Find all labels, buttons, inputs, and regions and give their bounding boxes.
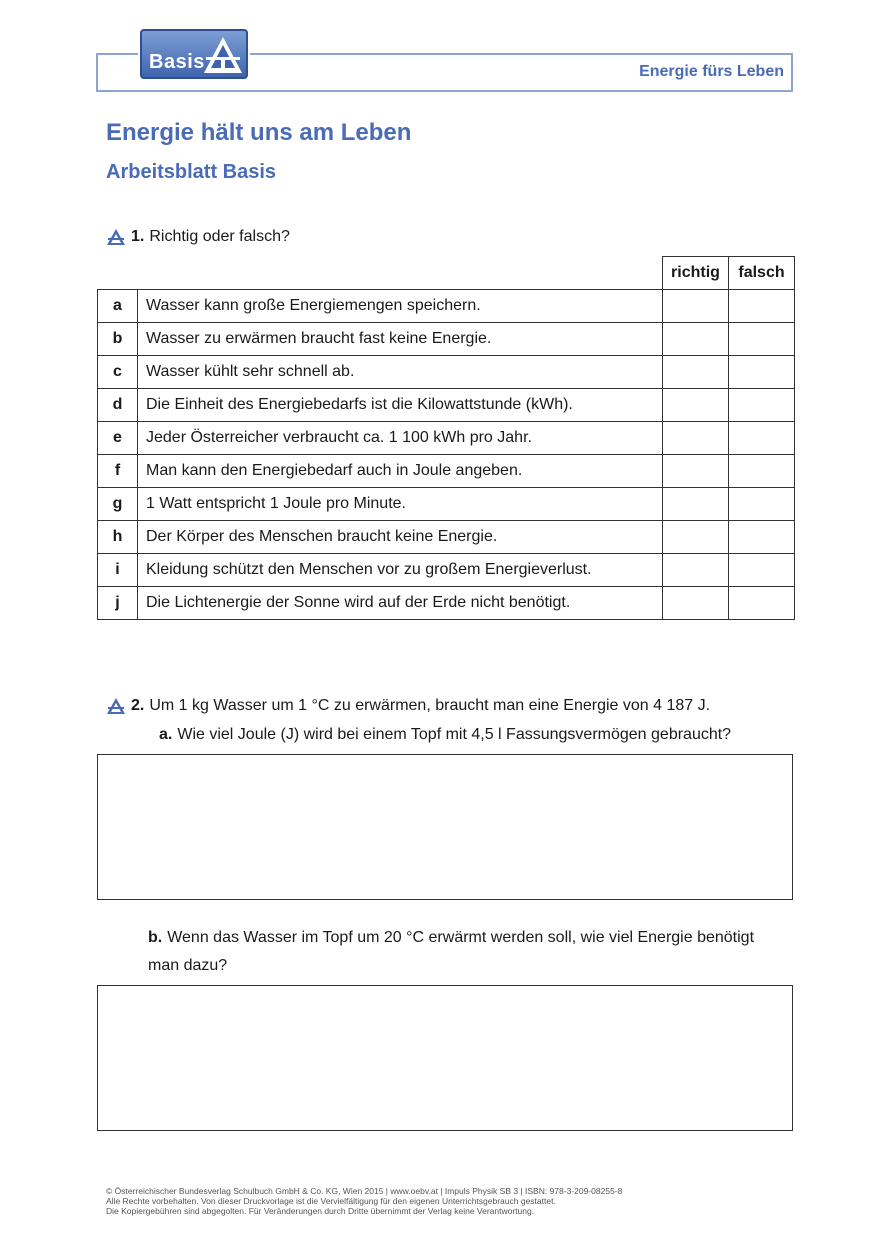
header-subject-title: Energie fürs Leben [639, 63, 784, 80]
question-2a-text: Wie viel Joule (J) wird bei einem Topf mit 4,5 l Fassungsvermögen gebraucht? [177, 726, 732, 743]
table-row [98, 554, 795, 587]
true-checkbox-cell[interactable] [663, 389, 729, 422]
table-row [98, 455, 795, 488]
row-letter: b [98, 323, 138, 356]
footer-line: Die Kopiergebühren sind abgegolten. Für Veränderungen durch Dritte übernimmt der Verlag keine Verantwortung. [106, 1206, 535, 1216]
basis-logo [140, 29, 248, 79]
true-checkbox-cell[interactable] [663, 422, 729, 455]
table-row [98, 587, 795, 620]
row-letter: i [98, 554, 138, 587]
false-checkbox-cell[interactable] [729, 554, 795, 587]
table-row [98, 323, 795, 356]
table-row [98, 422, 795, 455]
true-checkbox-cell[interactable] [663, 455, 729, 488]
table-row [98, 356, 795, 389]
question-2b-text-line1: Wenn das Wasser im Topf um 20 °C erwärmt werden soll, wie viel Energie benötigt [167, 929, 755, 946]
row-statement: Wasser zu erwärmen braucht fast keine Energie. [138, 323, 663, 356]
row-statement: Der Körper des Menschen braucht keine Energie. [138, 521, 663, 554]
page-title: Energie hält uns am Leben [106, 119, 412, 146]
table-header-row [98, 257, 795, 290]
row-statement: Wasser kann große Energiemengen speichern. [138, 290, 663, 323]
true-checkbox-cell[interactable] [663, 554, 729, 587]
false-checkbox-cell[interactable] [729, 422, 795, 455]
footer-line: Alle Rechte vorbehalten. Von dieser Druckvorlage ist die Vervielfältigung für den eigenen Unterrichtsgebrauch gestattet. [106, 1196, 556, 1206]
table-row [98, 488, 795, 521]
true-checkbox-cell[interactable] [663, 323, 729, 356]
row-letter: d [98, 389, 138, 422]
row-letter: e [98, 422, 138, 455]
row-statement: 1 Watt entspricht 1 Joule pro Minute. [138, 488, 663, 521]
true-checkbox-cell[interactable] [663, 587, 729, 620]
footer-copyright [106, 1186, 622, 1216]
true-checkbox-cell[interactable] [663, 521, 729, 554]
table-row [98, 389, 795, 422]
true-checkbox-cell[interactable] [663, 290, 729, 323]
true-checkbox-cell[interactable] [663, 356, 729, 389]
question-2b-label: b. [148, 929, 163, 946]
question-1-heading [106, 228, 290, 246]
page-subtitle: Arbeitsblatt Basis [106, 161, 277, 183]
triangle-logo-icon [202, 35, 244, 75]
false-checkbox-cell[interactable] [729, 389, 795, 422]
false-checkbox-cell[interactable] [729, 488, 795, 521]
question-1-number: 1. [131, 228, 145, 245]
basis-level-icon [106, 228, 126, 246]
row-statement: Jeder Österreicher verbraucht ca. 1 100 kWh pro Jahr. [138, 422, 663, 455]
column-header-false: falsch [729, 257, 795, 290]
logo-text: Basis [149, 51, 205, 73]
false-checkbox-cell[interactable] [729, 290, 795, 323]
row-letter: a [98, 290, 138, 323]
question-2-number: 2. [131, 697, 145, 714]
answer-box-2a[interactable] [97, 754, 793, 900]
basis-level-icon [106, 697, 126, 715]
false-checkbox-cell[interactable] [729, 455, 795, 488]
row-letter: f [98, 455, 138, 488]
row-statement: Man kann den Energiebedarf auch in Joule angeben. [138, 455, 663, 488]
question-2a [159, 726, 731, 744]
question-2b [148, 929, 754, 947]
row-statement: Kleidung schützt den Menschen vor zu großem Energieverlust. [138, 554, 663, 587]
false-checkbox-cell[interactable] [729, 323, 795, 356]
row-statement: Die Lichtenergie der Sonne wird auf der Erde nicht benötigt. [138, 587, 663, 620]
question-2b-continued [148, 957, 227, 975]
answer-box-2b[interactable] [97, 985, 793, 1131]
footer-line: © Österreichischer Bundesverlag Schulbuch GmbH & Co. KG, Wien 2015 | www.oebv.at | Impuls Physik SB 3 | ISBN: 978-3-209-08255-8 [106, 1186, 623, 1196]
row-letter: g [98, 488, 138, 521]
question-2b-text-line2: man dazu? [148, 957, 228, 974]
question-2-heading [106, 697, 710, 715]
row-letter: c [98, 356, 138, 389]
false-checkbox-cell[interactable] [729, 587, 795, 620]
table-row [98, 521, 795, 554]
table-row [98, 290, 795, 323]
true-checkbox-cell[interactable] [663, 488, 729, 521]
row-statement: Die Einheit des Energiebedarfs ist die Kilowattstunde (kWh). [138, 389, 663, 422]
row-statement: Wasser kühlt sehr schnell ab. [138, 356, 663, 389]
false-checkbox-cell[interactable] [729, 356, 795, 389]
false-checkbox-cell[interactable] [729, 521, 795, 554]
row-letter: j [98, 587, 138, 620]
question-1-text: Richtig oder falsch? [149, 228, 290, 245]
row-letter: h [98, 521, 138, 554]
question-2-text: Um 1 kg Wasser um 1 °C zu erwärmen, braucht man eine Energie von 4 187 J. [149, 697, 711, 714]
true-false-table [97, 256, 795, 620]
question-2a-label: a. [159, 726, 173, 743]
column-header-true: richtig [663, 257, 729, 290]
